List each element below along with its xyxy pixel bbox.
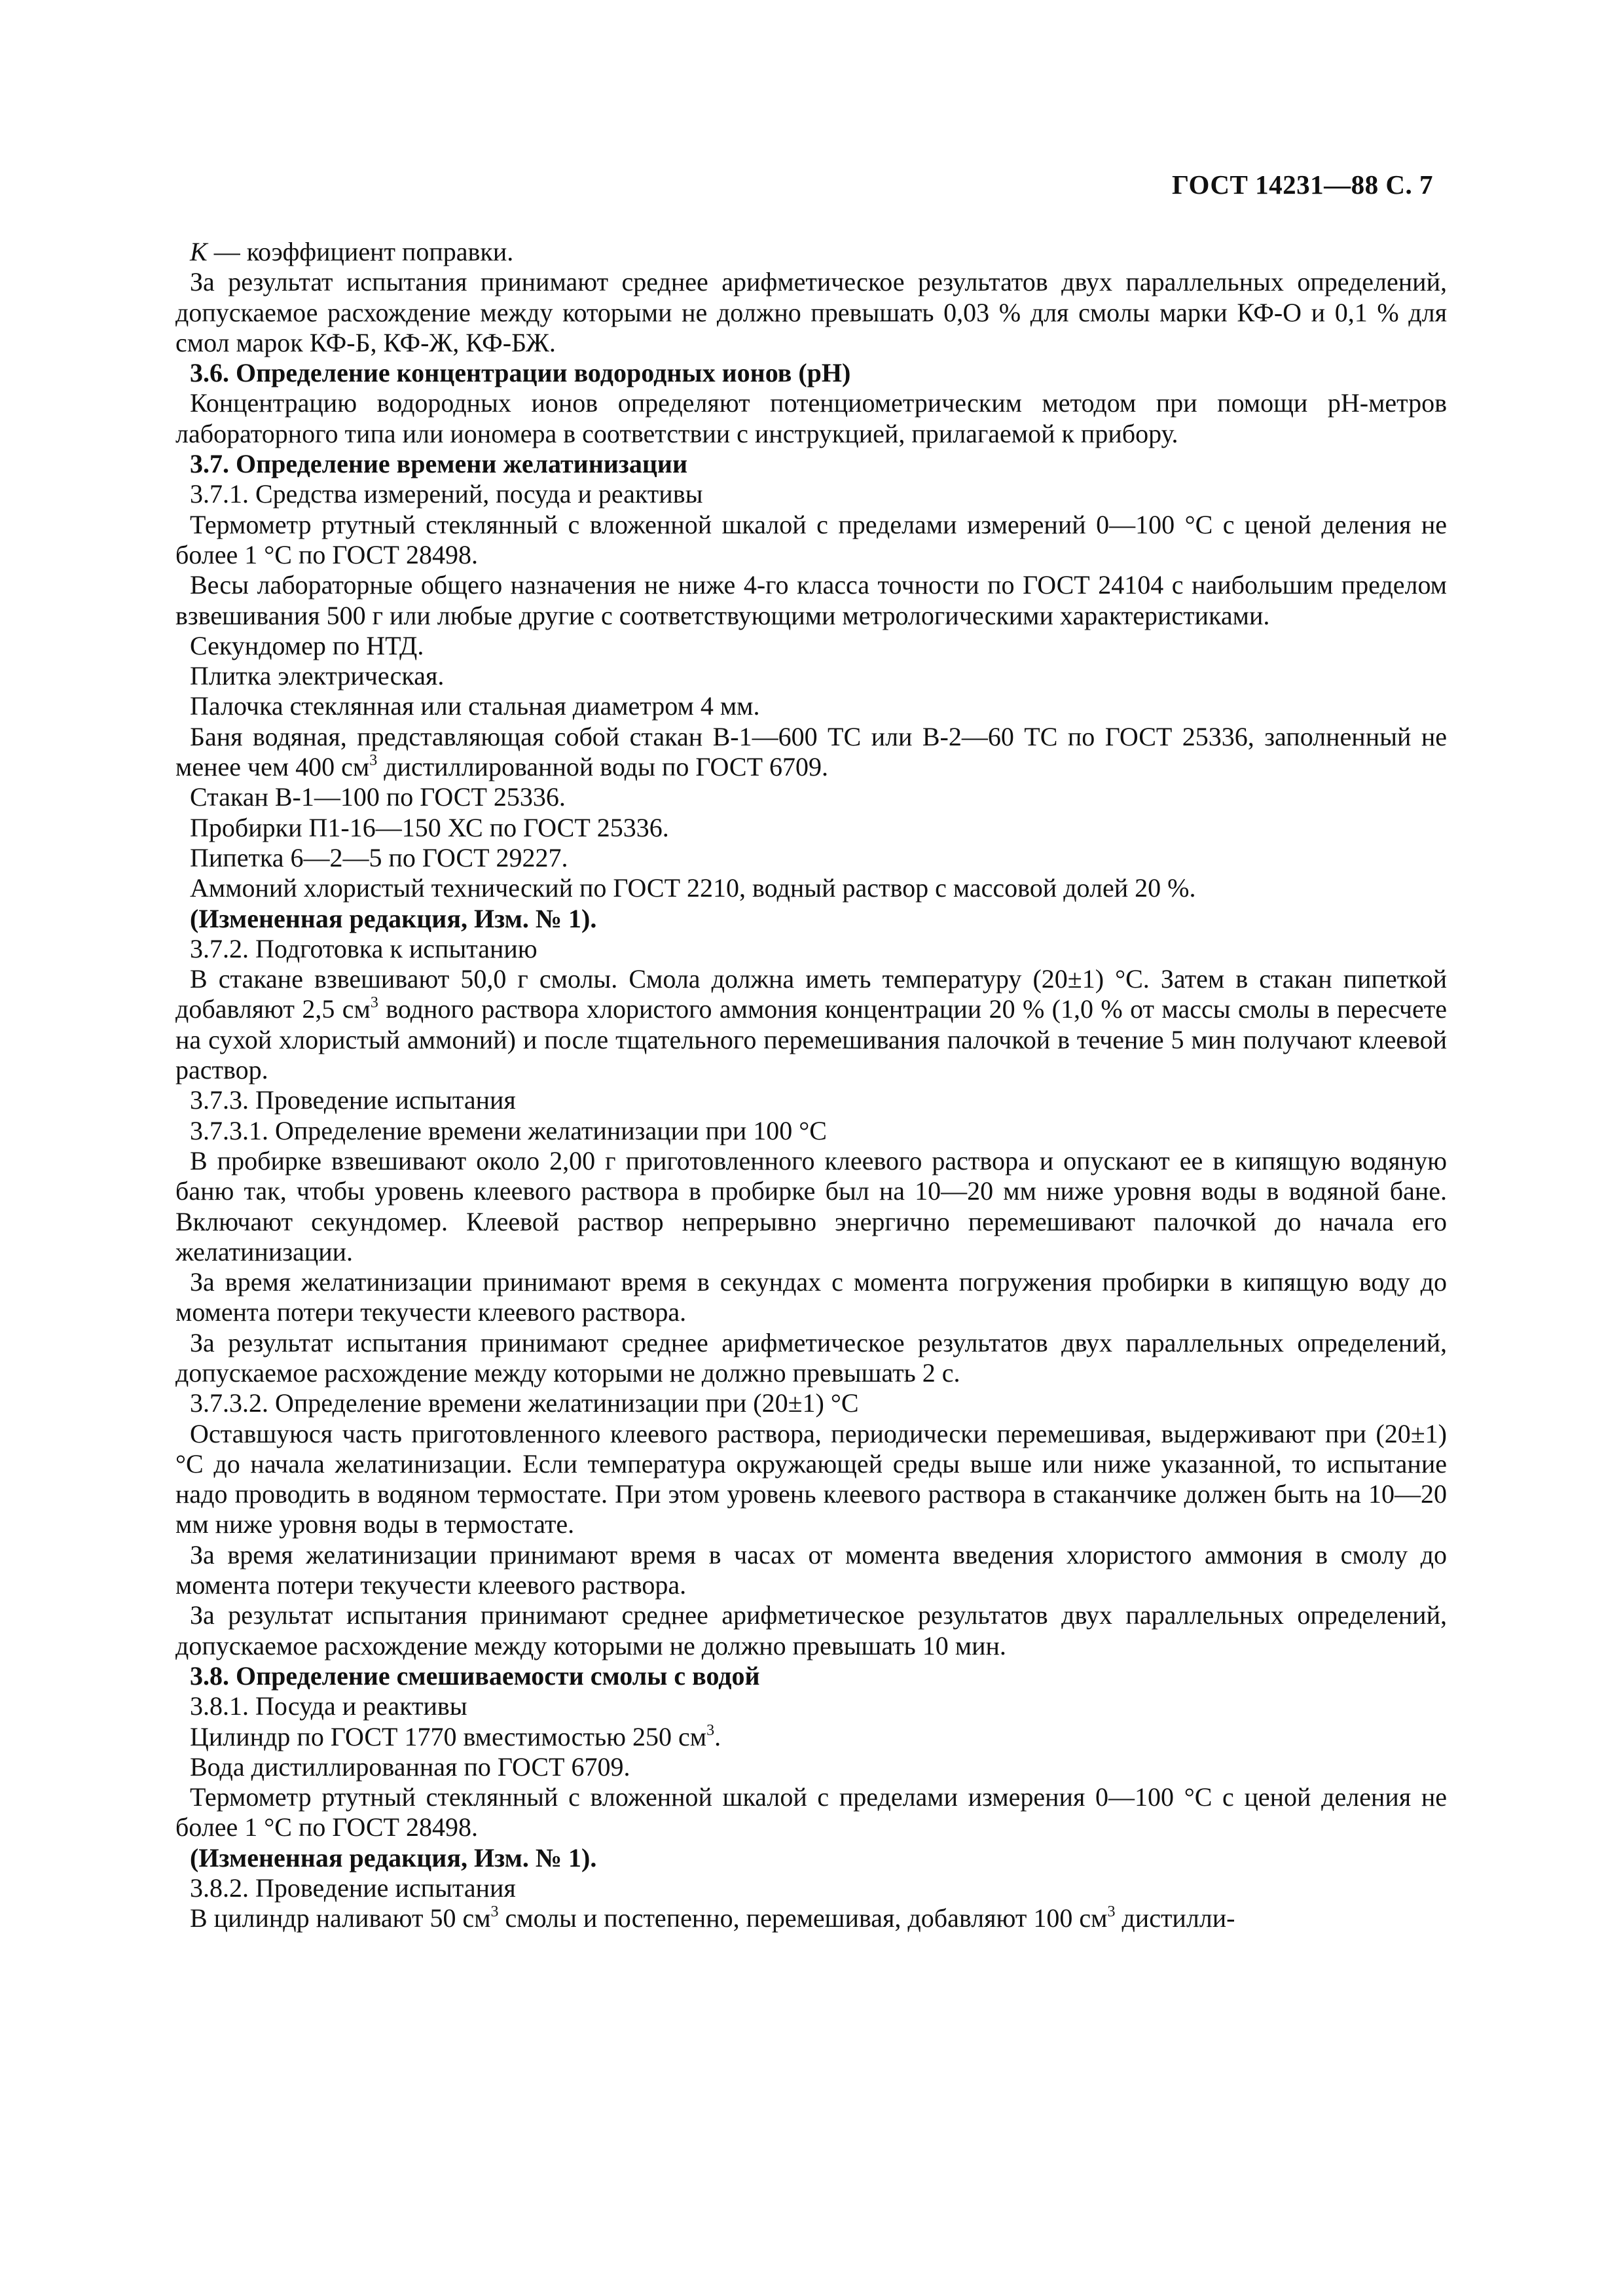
paragraph-text: В стакане взвешивают 50,0 г смолы. Смола должна иметь температуру (20±1) °С. Затем в стакан пипеткой добавляют 2,5 см <box>175 964 1447 1024</box>
amendment-note: (Измененная редакция, Изм. № 1). <box>190 1842 597 1873</box>
paragraph <box>175 1903 1447 1933</box>
paragraph: За результат испытания принимают среднее арифметическое результатов двух параллельных определений, допускаемое расхождение между которыми не должно превышать 10 мин. <box>175 1600 1447 1660</box>
paragraph: Весы лабораторные общего назначения не ниже 4-го класса точности по ГОСТ 24104 с наибольшим пределом взвешивания 500 г или любые другие с соответствующими метрологическими характеристиками. <box>175 570 1447 630</box>
paragraph-text: смолы и постепенно, перемешивая, добавляют 100 см <box>498 1903 1108 1933</box>
paragraph: Оставшуюся часть приготовленного клеевого раствора, периодически перемешивая, выдерживают при (20±1) °С до начала желатинизации. Если температура окружающей среды выше или ниже указанной, то испытание надо проводить в водяном термостате. При этом уровень клеевого раствора в стаканчике должен быть на 10—20 мм ниже уровня воды в термостате. <box>175 1418 1447 1539</box>
paragraph: За результат испытания принимают среднее арифметическое результатов двух параллельных определений, допускаемое расхождение между которыми не должно превышать 2 с. <box>175 1327 1447 1388</box>
paragraph-text: В цилиндр наливают 50 см <box>190 1903 491 1933</box>
paragraph-correction-coefficient <box>175 237 1447 267</box>
amendment-note: (Измененная редакция, Изм. № 1). <box>190 903 597 933</box>
paragraph: Термометр ртутный стеклянный с вложенной шкалой с пределами измерений 0—100 °С с ценой деления не более 1 °С по ГОСТ 28498. <box>175 509 1447 569</box>
paragraph-text: Цилиндр по ГОСТ 1770 вместимостью 250 см <box>190 1721 707 1751</box>
superscript: 3 <box>369 752 378 770</box>
paragraph-text: . <box>714 1721 721 1751</box>
list-item: Пипетка 6—2—5 по ГОСТ 29227. <box>190 842 568 872</box>
superscript: 3 <box>490 1903 499 1921</box>
paragraph: За время желатинизации принимают время в секундах с момента погружения пробирки в кипящую воду до момента потери текучести клеевого раствора. <box>175 1267 1447 1327</box>
paragraph-text: дистилли- <box>1115 1903 1235 1933</box>
paragraph-text: водного раствора хлористого аммония концентрации 20 % (1,0 % от массы смолы в пересчете на сухой хлористый аммоний) и после тщательного перемешивания палочкой в течение 5 мин получают клеевой раствор. <box>175 994 1447 1085</box>
superscript: 3 <box>370 994 378 1012</box>
list-item: Стакан В-1—100 по ГОСТ 25336. <box>190 782 566 812</box>
paragraph: В пробирке взвешивают около 2,00 г приготовленного клеевого раствора и опускают ее в кипящую водяную баню так, чтобы уровень клеевого раствора в пробирке был на 10—20 мм ниже уровня воды в водяной бане. Включают секундомер. Клеевой раствор непрерывно энергично перемешивают палочкой до начала его желатинизации. <box>175 1145 1447 1266</box>
subsection-heading-3-7-1: 3.7.1. Средства измерений, посуда и реактивы <box>190 479 703 509</box>
subsection-heading-3-7-3-1: 3.7.3.1. Определение времени желатинизации при 100 °С <box>190 1115 827 1145</box>
paragraph <box>175 964 1447 1085</box>
subsection-heading-3-8-1: 3.8.1. Посуда и реактивы <box>190 1691 467 1721</box>
paragraph: За время желатинизации принимают время в часах от момента введения хлористого аммония в смолу до момента потери текучести клеевого раствора. <box>175 1539 1447 1600</box>
paragraph: Термометр ртутный стеклянный с вложенной шкалой с пределами измерения 0—100 °С с ценой деления не более 1 °С по ГОСТ 28498. <box>175 1782 1447 1842</box>
paragraph: Концентрацию водородных ионов определяют потенциометрическим методом при помощи pH-метров лабораторного типа или иономера в соответствии с инструкцией, прилагаемой к прибору. <box>175 388 1447 448</box>
list-item: Вода дистиллированная по ГОСТ 6709. <box>190 1751 630 1782</box>
subsection-heading-3-7-3-2: 3.7.3.2. Определение времени желатинизации при (20±1) °С <box>190 1388 859 1418</box>
list-item: Плитка электрическая. <box>190 661 445 691</box>
list-item <box>175 1722 1447 1752</box>
list-item: Пробирки П1-16—150 ХС по ГОСТ 25336. <box>190 812 669 842</box>
paragraph-text: — коэффициент поправки. <box>207 237 514 266</box>
subsection-heading-3-8-2: 3.8.2. Проведение испытания <box>190 1873 516 1903</box>
paragraph-text: дистиллированной воды по ГОСТ 6709. <box>377 752 829 782</box>
subsection-heading-3-7-3: 3.7.3. Проведение испытания <box>190 1085 516 1115</box>
superscript: 3 <box>706 1721 715 1739</box>
variable-k: K <box>190 237 208 266</box>
list-item: Аммоний хлористый технический по ГОСТ 2210, водный раствор с массовой долей 20 %. <box>190 873 1196 903</box>
list-item: Палочка стеклянная или стальная диаметром 4 мм. <box>190 691 760 721</box>
document-body <box>175 237 1447 1934</box>
paragraph <box>175 722 1447 783</box>
superscript: 3 <box>1107 1903 1116 1921</box>
section-heading-3-6: 3.6. Определение концентрации водородных ионов (pH) <box>190 358 851 388</box>
subsection-heading-3-7-2: 3.7.2. Подготовка к испытанию <box>190 933 538 963</box>
section-heading-3-7: 3.7. Определение времени желатинизации <box>190 449 687 479</box>
paragraph-text: Баня водяная, представляющая собой стакан В-1—600 ТС или В-2—60 ТС по ГОСТ 25336, заполненный не менее чем 400 см <box>175 721 1447 782</box>
page-header: ГОСТ 14231—88 С. 7 <box>1171 170 1433 200</box>
list-item: Секундомер по НТД. <box>190 630 424 660</box>
section-heading-3-8: 3.8. Определение смешиваемости смолы с водой <box>190 1660 760 1691</box>
paragraph: За результат испытания принимают среднее арифметическое результатов двух параллельных определений, допускаемое расхождение между которыми не должно превышать 0,03 % для смолы марки КФ-О и 0,1 % для смол марок КФ-Б, КФ-Ж, КФ-БЖ. <box>175 267 1447 357</box>
